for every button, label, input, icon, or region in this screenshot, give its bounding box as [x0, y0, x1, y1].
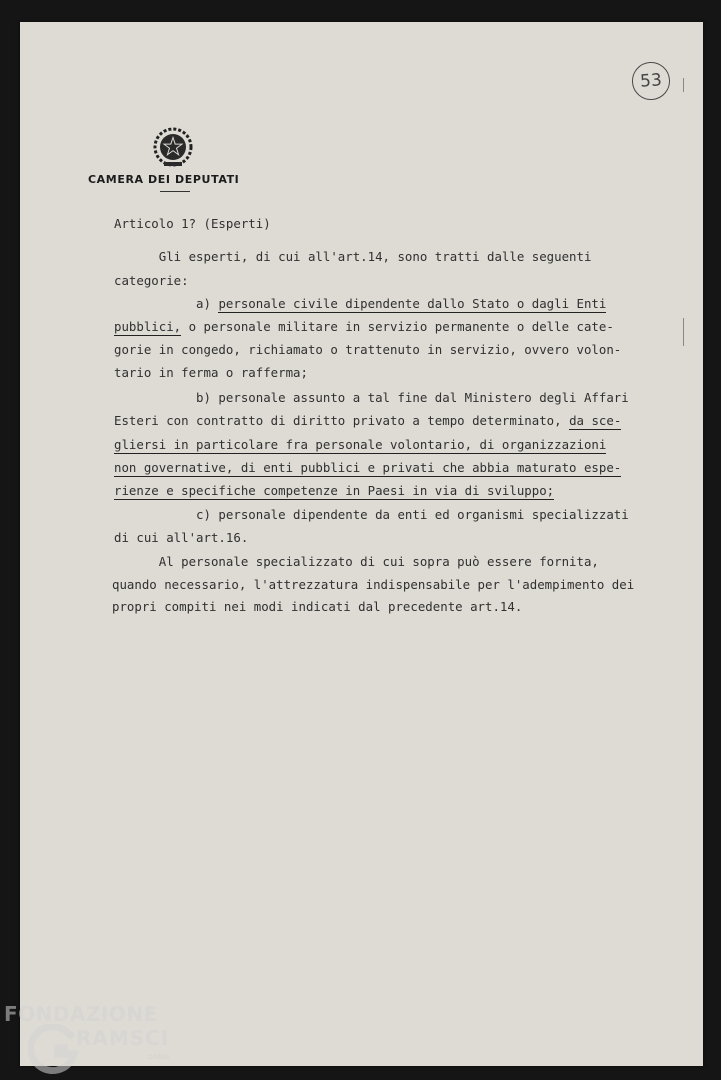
underlined-text: da sce-: [569, 413, 622, 428]
underlined-text: personale civile dipendente dallo Stato o dagli Enti: [218, 296, 607, 311]
body-line: [114, 365, 308, 381]
body-text: Articolo 1? (Esperti): [114, 216, 271, 231]
body-text: b) personale assunto a tal fine dal Ministero degli Affari: [114, 390, 629, 405]
margin-mark: [683, 318, 684, 346]
underlined-text: pubblici,: [114, 319, 182, 334]
archive-number: 53: [639, 70, 663, 92]
chamber-title: CAMERA DEI DEPUTATI: [88, 173, 240, 186]
body-line: [114, 530, 248, 546]
body-line: [114, 390, 629, 406]
body-text: gorie in congedo, richiamato o trattenuto in servizio, ovvero volon-: [114, 342, 622, 357]
body-line: [114, 273, 189, 289]
body-line: [114, 216, 271, 232]
body-text: categorie:: [114, 273, 189, 288]
italian-republic-emblem-icon: [152, 126, 194, 168]
body-text: Gli esperti, di cui all'art.14, sono tratti dalle seguenti: [114, 249, 592, 264]
body-line: [114, 413, 621, 429]
body-text: propri compiti nei modi indicati dal precedente art.14.: [112, 599, 523, 614]
body-line: [114, 460, 621, 476]
body-text: di cui all'art.16.: [114, 530, 249, 545]
body-line: [114, 507, 629, 523]
archive-watermark: [4, 1002, 184, 1076]
body-text: tario in ferma o rafferma;: [114, 365, 308, 380]
body-text: o personale militare in servizio permanente o delle cate-: [181, 319, 614, 334]
body-text: Al personale specializzato di cui sopra può essere fornita,: [114, 554, 599, 569]
gramsci-g-logo-icon: [28, 1024, 80, 1076]
body-line: [114, 319, 614, 335]
body-line: [112, 577, 634, 593]
body-text: Esteri con contratto di diritto privato a tempo determinato,: [114, 413, 570, 428]
underlined-text: rienze e specifiche competenze in Paesi in via di sviluppo;: [114, 483, 555, 498]
margin-mark: [683, 78, 684, 92]
body-text: quando necessario, l'attrezzatura indispensabile per l'adempimento dei: [112, 577, 635, 592]
body-line: [114, 483, 554, 499]
body-text: a): [114, 296, 219, 311]
body-line: [114, 437, 606, 453]
body-line: [114, 342, 621, 358]
body-line: [114, 554, 599, 570]
body-line: [112, 599, 522, 615]
underlined-text: gliersi in particolare fra personale volontario, di organizzazioni: [114, 437, 607, 452]
underlined-text: non governative, di enti pubblici e privati che abbia maturato espe-: [114, 460, 622, 475]
watermark-line-3: onlus: [148, 1052, 170, 1061]
watermark-line-1: FONDAZIONE: [4, 1002, 158, 1026]
watermark-line-2: RAMSCI: [76, 1026, 170, 1050]
header-rule: [160, 191, 190, 192]
body-line: [114, 296, 606, 312]
body-text: c) personale dipendente da enti ed organismi specializzati: [114, 507, 629, 522]
body-line: [114, 249, 591, 265]
